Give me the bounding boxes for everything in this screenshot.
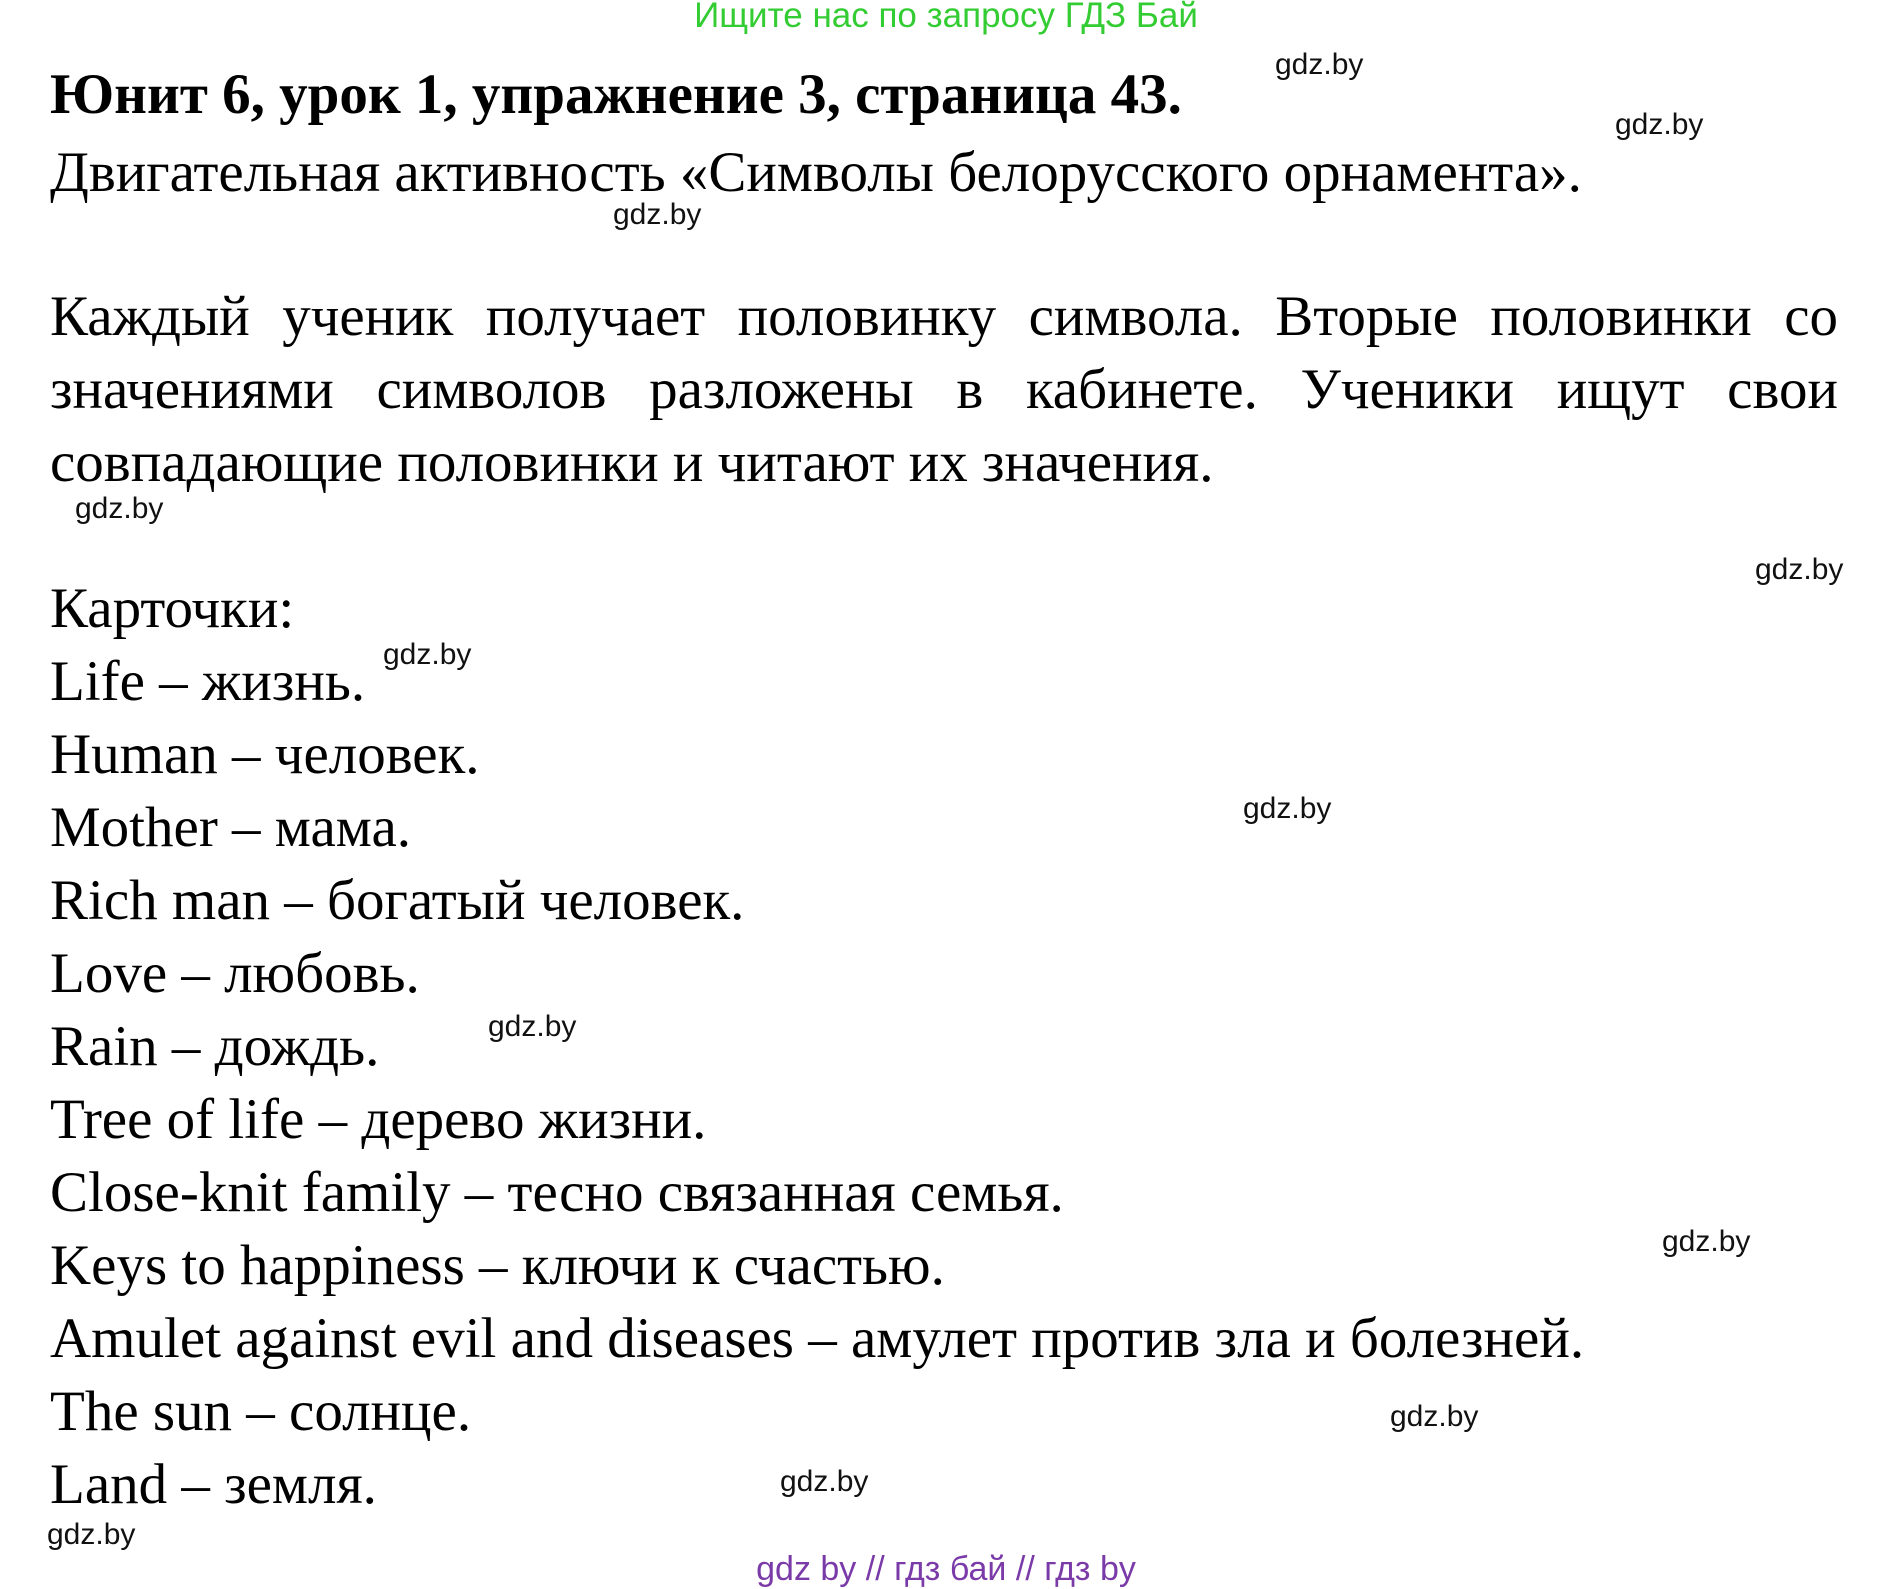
watermark: gdz.by	[1615, 108, 1704, 141]
watermark: gdz.by	[75, 492, 164, 525]
watermark: gdz.by	[383, 638, 472, 671]
list-item: Tree of life – дерево жизни.	[50, 1088, 707, 1151]
watermark: gdz.by	[1243, 792, 1332, 825]
cards-heading: Карточки:	[50, 577, 295, 640]
watermark: gdz.by	[1390, 1400, 1479, 1433]
list-item: Love – любовь.	[50, 942, 420, 1005]
list-item: Close-knit family – тесно связанная семья.	[50, 1161, 1064, 1224]
watermark: gdz.by	[47, 1518, 136, 1551]
watermark: gdz.by	[613, 198, 702, 231]
page-subtitle: Двигательная активность «Символы белорусского орнамента».	[50, 141, 1582, 204]
list-item: Amulet against evil and diseases – амулет против зла и болезней.	[50, 1307, 1585, 1370]
watermark: gdz.by	[780, 1465, 869, 1498]
watermark: gdz.by	[1755, 553, 1844, 586]
list-item: Mother – мама.	[50, 796, 412, 859]
watermark: gdz.by	[1275, 48, 1364, 81]
list-item: Keys to happiness – ключи к счастью.	[50, 1234, 945, 1297]
list-item: Land – земля.	[50, 1453, 377, 1516]
cards-list	[50, 645, 1584, 1521]
list-item: Rich man – богатый человек.	[50, 869, 745, 932]
watermark: gdz.by	[1662, 1225, 1751, 1258]
top-banner: Ищите нас по запросу ГДЗ Бай	[694, 0, 1198, 35]
instruction-paragraph: Каждый ученик получает половинку символа. Вторые половинки со значениями символов разложены в кабинете. Ученики ищут свои совпадающие половинки и читают их значения.	[50, 285, 1838, 494]
footer-watermark: gdz by // гдз бай // гдз by	[756, 1550, 1136, 1588]
list-item: Rain – дождь.	[50, 1015, 380, 1078]
watermark: gdz.by	[488, 1010, 577, 1043]
list-item: Life – жизнь.	[50, 650, 366, 713]
list-item: Human – человек.	[50, 723, 480, 786]
page-title: Юнит 6, урок 1, упражнение 3, страница 43.	[50, 63, 1182, 126]
list-item: The sun – солнце.	[50, 1380, 472, 1443]
